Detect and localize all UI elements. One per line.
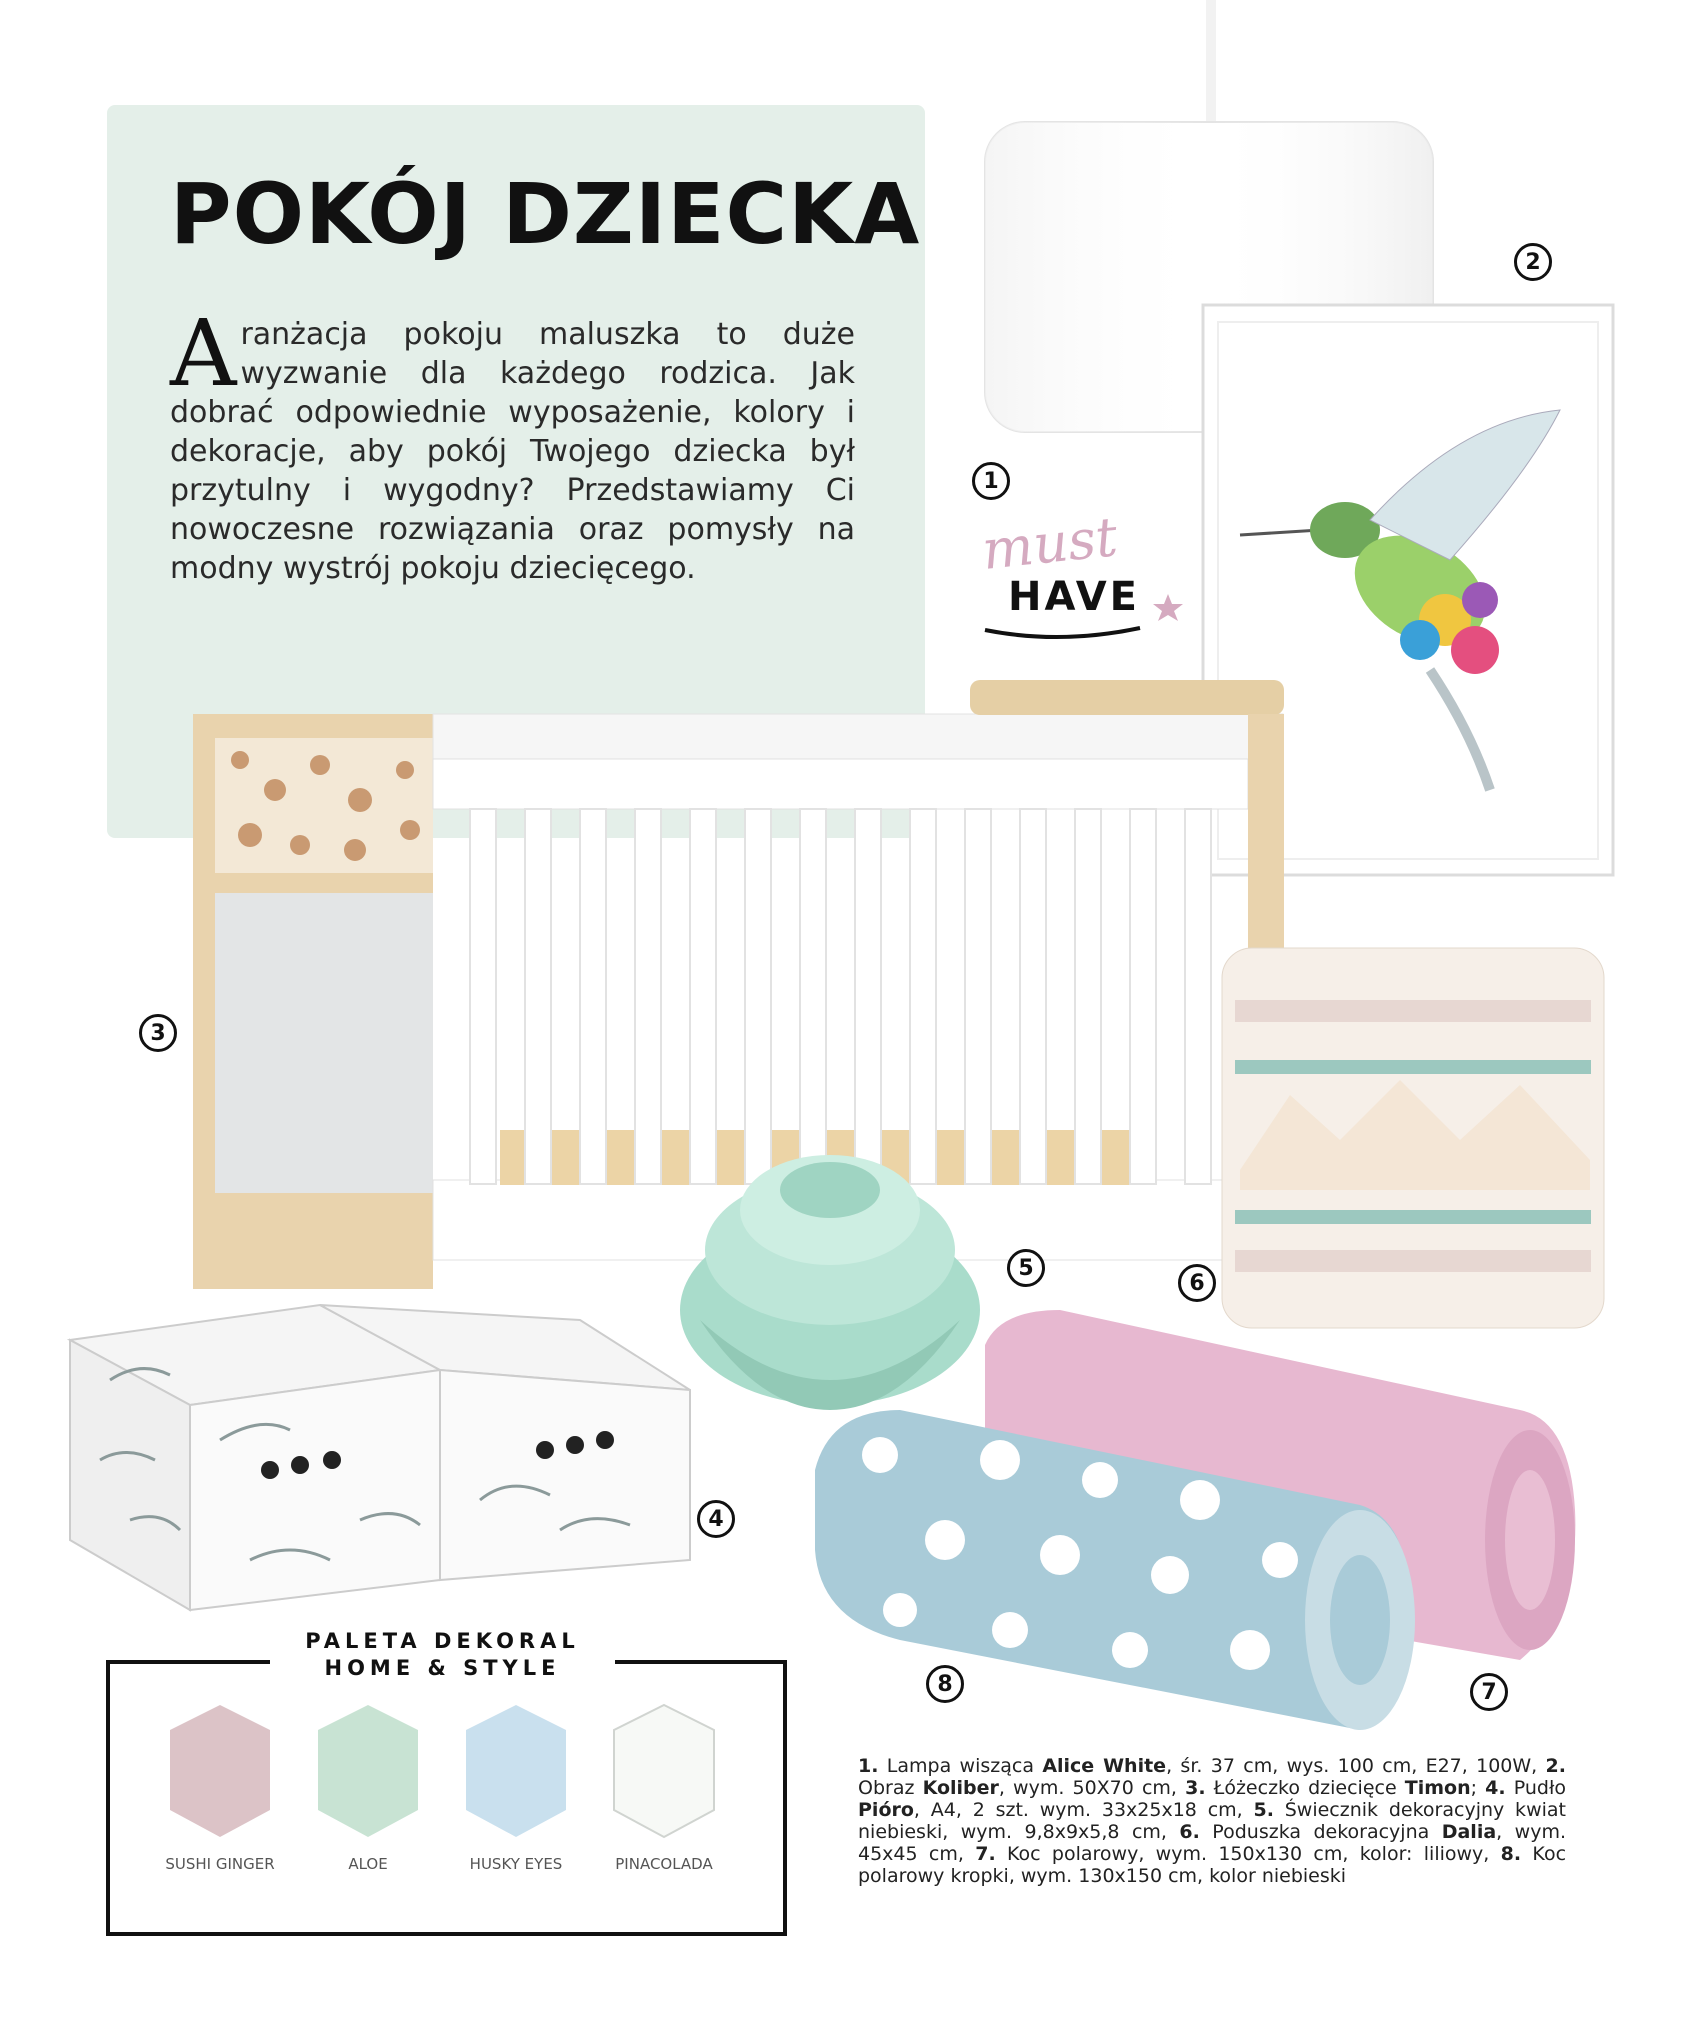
caption-bold-segment: Dalia <box>1441 1821 1497 1843</box>
caption-segment: Koc polarowy, wym. 150x130 cm, kolor: liliowy, <box>995 1843 1501 1865</box>
intro-text: ranżacja pokoju maluszka to duże wyzwanie dla każdego rodzica. Jak dobrać odpowiednie wyposażenie, kolory i dekoracje, aby pokój Twojego dziecka był przytulny i wygodny? Przedstawiamy Ci nowoczesne rozwiązania oraz pomysły na modny wystrój pokoju dziecięcego. <box>170 317 855 586</box>
caption-segment: ; <box>1470 1777 1486 1799</box>
caption-segment: Obraz <box>858 1777 923 1799</box>
caption-bold-segment: 3. <box>1185 1777 1206 1799</box>
star-icon <box>1153 594 1183 621</box>
caption-bold-segment: 2. <box>1545 1755 1566 1777</box>
caption-bold-segment: 8. <box>1500 1843 1522 1865</box>
page-title: POKÓJ DZIECKA <box>170 165 921 263</box>
item-number-5: 5 <box>1007 1249 1045 1287</box>
caption-segment: Koc polarowy kropki, wym. 130x150 cm, kolor niebieski <box>858 1843 1567 1887</box>
item-number-7: 7 <box>1470 1673 1508 1711</box>
must-script-label: must <box>979 505 1121 582</box>
caption-segment: Pudło <box>1505 1777 1566 1799</box>
caption-segment: Lampa wisząca <box>878 1755 1043 1777</box>
item-number-8: 8 <box>926 1665 964 1703</box>
swatch-label-sushi-ginger: SUSHI GINGER <box>165 1855 275 1873</box>
caption-bold-segment: 1. <box>858 1755 879 1777</box>
caption-bold-segment: 4. <box>1485 1777 1506 1799</box>
must-have-label: HAVE <box>1008 574 1140 620</box>
palette-box <box>106 1660 787 1936</box>
caption-segment: Łóżeczko dziecięce <box>1205 1777 1405 1799</box>
caption-bold-segment: Alice White <box>1042 1755 1167 1777</box>
caption-bold-segment: 7. <box>975 1843 996 1865</box>
palette-title-line-1: PALETA DEKORAL <box>305 1629 580 1653</box>
palette-title-line-2: HOME & STYLE <box>324 1656 561 1680</box>
item-number-3: 3 <box>139 1014 177 1052</box>
caption-bold-segment: 6. <box>1179 1821 1200 1843</box>
item-number-2: 2 <box>1514 243 1552 281</box>
caption-segment: Poduszka dekoracyjna <box>1199 1821 1442 1843</box>
caption-segment: , A4, 2 szt. wym. 33x25x18 cm, <box>913 1799 1254 1821</box>
swatch-label-husky-eyes: HUSKY EYES <box>469 1855 563 1873</box>
palette-title <box>270 1628 615 1682</box>
storage-boxes-image <box>70 1305 690 1610</box>
item-number-4: 4 <box>697 1500 735 1538</box>
caption-bold-segment: Timon <box>1404 1777 1471 1799</box>
drop-cap: A <box>170 300 237 407</box>
caption-segment: , wym. 50X70 cm, <box>998 1777 1186 1799</box>
caption-bold-segment: 5. <box>1253 1799 1274 1821</box>
item-number-1: 1 <box>972 462 1010 500</box>
product-caption <box>858 1755 1566 1887</box>
swatch-label-aloe: ALOE <box>348 1855 388 1873</box>
crib-image <box>193 680 1284 1289</box>
must-have-underline <box>985 628 1140 637</box>
caption-bold-segment: Koliber <box>922 1777 999 1799</box>
caption-bold-segment: Pióro <box>858 1799 914 1821</box>
cushion-image <box>1222 948 1604 1328</box>
swatch-label-pinacolada: PINACOLADA <box>615 1855 713 1873</box>
caption-segment: Świecznik dekoracyjny kwiat niebieski, wym. 9,8x9x5,8 cm, <box>858 1799 1566 1843</box>
caption-segment: , śr. 37 cm, wys. 100 cm, E27, 100W, <box>1166 1755 1546 1777</box>
caption-segment: , wym. 45x45 cm, <box>858 1821 1566 1865</box>
item-number-6: 6 <box>1178 1264 1216 1302</box>
